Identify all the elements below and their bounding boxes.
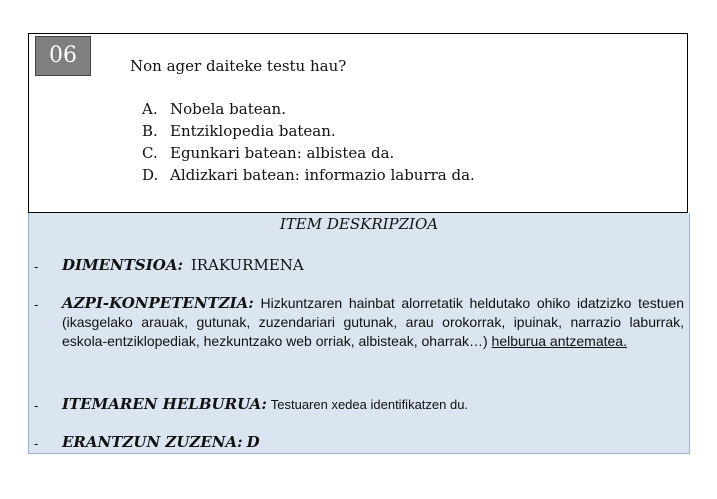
option-c xyxy=(142,142,475,164)
option-b xyxy=(142,120,475,142)
subcompetence-underlined: helburua antzematea. xyxy=(491,333,627,349)
subcompetence-paragraph xyxy=(62,294,684,351)
item-description-box xyxy=(28,213,690,454)
answer-label: ERANTZUN ZUZENA: xyxy=(62,433,243,451)
option-text: Egunkari batean: albistea da. xyxy=(170,144,395,162)
goal-label: ITEMAREN HELBURUA: xyxy=(62,395,267,413)
description-title: ITEM DESKRIPZIOA xyxy=(279,215,439,233)
bullet-dash: - xyxy=(34,259,39,274)
answer-line xyxy=(62,433,684,452)
option-letter: C. xyxy=(142,144,158,162)
bullet-dash: - xyxy=(34,436,39,451)
bullet-dash: - xyxy=(34,398,39,413)
dimension-line xyxy=(62,256,684,275)
answer-options xyxy=(142,98,475,186)
option-d xyxy=(142,164,475,186)
question-box xyxy=(28,33,688,213)
subcompetence-text: Hizkuntzaren hainbat alorretatik heldutako ohiko idatzizko testuen (ikasgelako arauak, gutunak, zuzendariari gutunak, arau orokorrak, ipuinak, narrazio laburrak, eskola-entziklopediak, hezkuntzako web orriak, albisteak, oharrak…) xyxy=(62,295,684,349)
option-text: Entziklopedia batean. xyxy=(170,122,336,140)
option-a xyxy=(142,98,475,120)
subcompetence-label: AZPI-KONPETENTZIA: xyxy=(62,294,254,312)
dimension-label: DIMENTSIOA: xyxy=(62,256,184,274)
bullet-dash: - xyxy=(34,297,39,312)
dimension-value: IRAKURMENA xyxy=(190,256,304,274)
option-text: Nobela batean. xyxy=(170,100,286,118)
goal-value: Testuaren xedea identifikatzen du. xyxy=(270,397,469,412)
option-letter: D. xyxy=(142,166,159,184)
option-letter: B. xyxy=(142,122,158,140)
goal-line xyxy=(62,395,684,414)
question-text: Non ager daiteke testu hau? xyxy=(130,57,347,75)
answer-value: D xyxy=(246,433,260,451)
option-text: Aldizkari batean: informazio laburra da. xyxy=(170,166,475,184)
question-number: 06 xyxy=(35,36,91,76)
option-letter: A. xyxy=(142,100,158,118)
